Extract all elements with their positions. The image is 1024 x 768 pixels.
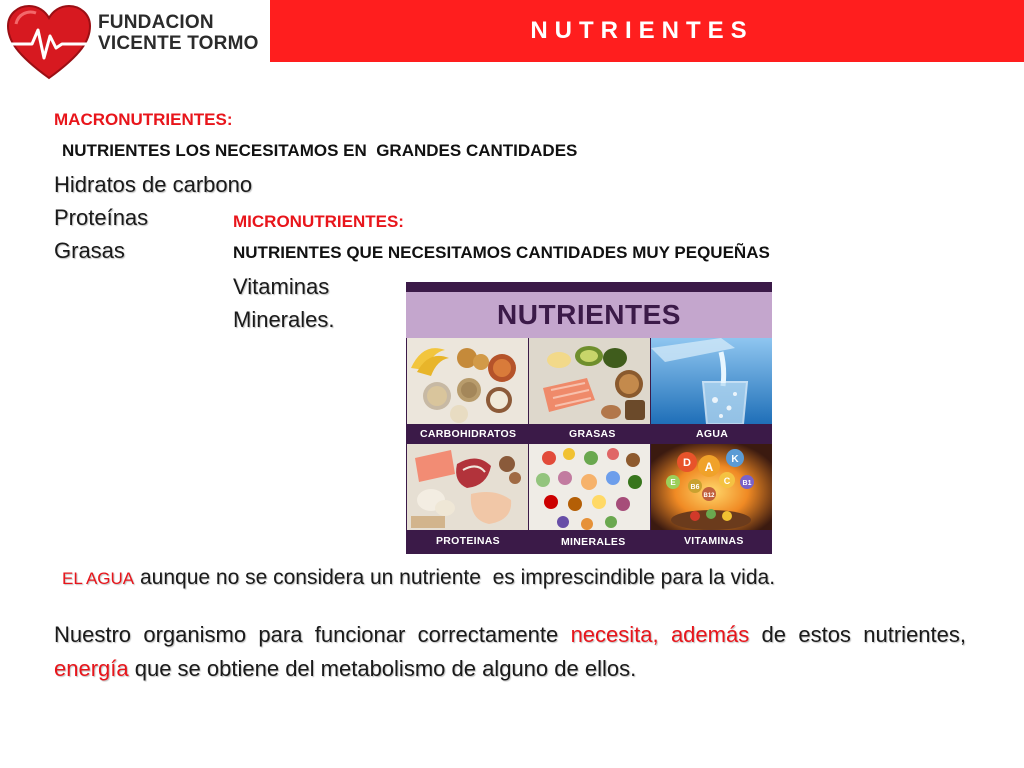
tile-minerals: [529, 444, 650, 530]
vitamins-food-icon: [651, 444, 772, 530]
tile-label-carbohydrates: CARBOHIDRATOS: [420, 428, 517, 440]
vitamin-letter: A: [704, 460, 714, 474]
carbohydrates-food-icon: [407, 338, 528, 424]
energy-paragraph: [54, 618, 966, 686]
tile-label-minerals: MINERALES: [561, 536, 626, 548]
micro-label: MICRONUTRIENTES:: [233, 212, 404, 231]
tile-label-fats: GRASAS: [569, 428, 616, 440]
water-text: aunque no se considera un nutriente es imprescindible para la vida.: [134, 566, 776, 589]
vitamin-letter: E: [670, 478, 676, 487]
page-title: NUTRIENTES: [530, 17, 754, 44]
water-label: EL AGUA: [62, 569, 135, 588]
water-statement: [62, 566, 775, 590]
infographic-title: NUTRIENTES: [497, 299, 681, 330]
tile-fats: [529, 338, 650, 424]
micro-item-vitamins: Vitaminas: [233, 274, 330, 299]
tile-label-proteins: PROTEINAS: [436, 535, 500, 547]
macro-description: NUTRIENTES LOS NECESITAMOS EN GRANDES CANTIDADES: [62, 141, 578, 160]
proteins-food-icon: [407, 444, 528, 530]
micro-description: NUTRIENTES QUE NECESITAMOS CANTIDADES MUY PEQUEÑAS: [233, 243, 770, 262]
micro-list: [233, 270, 334, 336]
tile-carbohydrates: [407, 338, 528, 424]
tile-label-vitamins: VITAMINAS: [684, 535, 744, 547]
energy-highlight-need: necesita, además: [570, 622, 750, 647]
vitamin-letter: K: [731, 454, 739, 465]
energy-text-2: de estos nutrientes,: [749, 622, 966, 647]
energy-text-1: Nuestro organismo para funcionar correctamente: [54, 622, 571, 647]
vitamin-letter: D: [683, 457, 691, 469]
logo-line-1: FUNDACION: [98, 12, 214, 33]
tile-proteins: [407, 444, 528, 530]
vitamin-letter: B6: [690, 484, 700, 491]
logo-line-2: VICENTE TORMO: [98, 33, 259, 54]
macro-label: MACRONUTRIENTES:: [54, 110, 233, 129]
macro-item-proteins: Proteínas: [54, 205, 149, 230]
vitamin-letter: C: [723, 476, 731, 486]
vitamin-letter: B12: [703, 493, 715, 499]
water-glass-icon: [651, 338, 772, 424]
vitamin-letter: B1: [742, 480, 752, 487]
fats-food-icon: [529, 338, 650, 424]
minerals-food-icon: [529, 444, 650, 530]
energy-highlight-energy: energía: [54, 656, 129, 681]
tile-water: [651, 338, 772, 424]
nutrients-infographic: [406, 282, 772, 554]
macro-list: [54, 168, 252, 267]
micro-item-minerals: Minerales.: [233, 307, 335, 332]
tile-vitamins: [651, 444, 772, 530]
macro-item-carbohydrates: Hidratos de carbono: [54, 172, 253, 197]
macro-item-fats: Grasas: [54, 238, 125, 263]
tile-label-water: AGUA: [696, 428, 729, 440]
energy-text-3: que se obtiene del metabolismo de alguno de ellos.: [128, 656, 637, 681]
